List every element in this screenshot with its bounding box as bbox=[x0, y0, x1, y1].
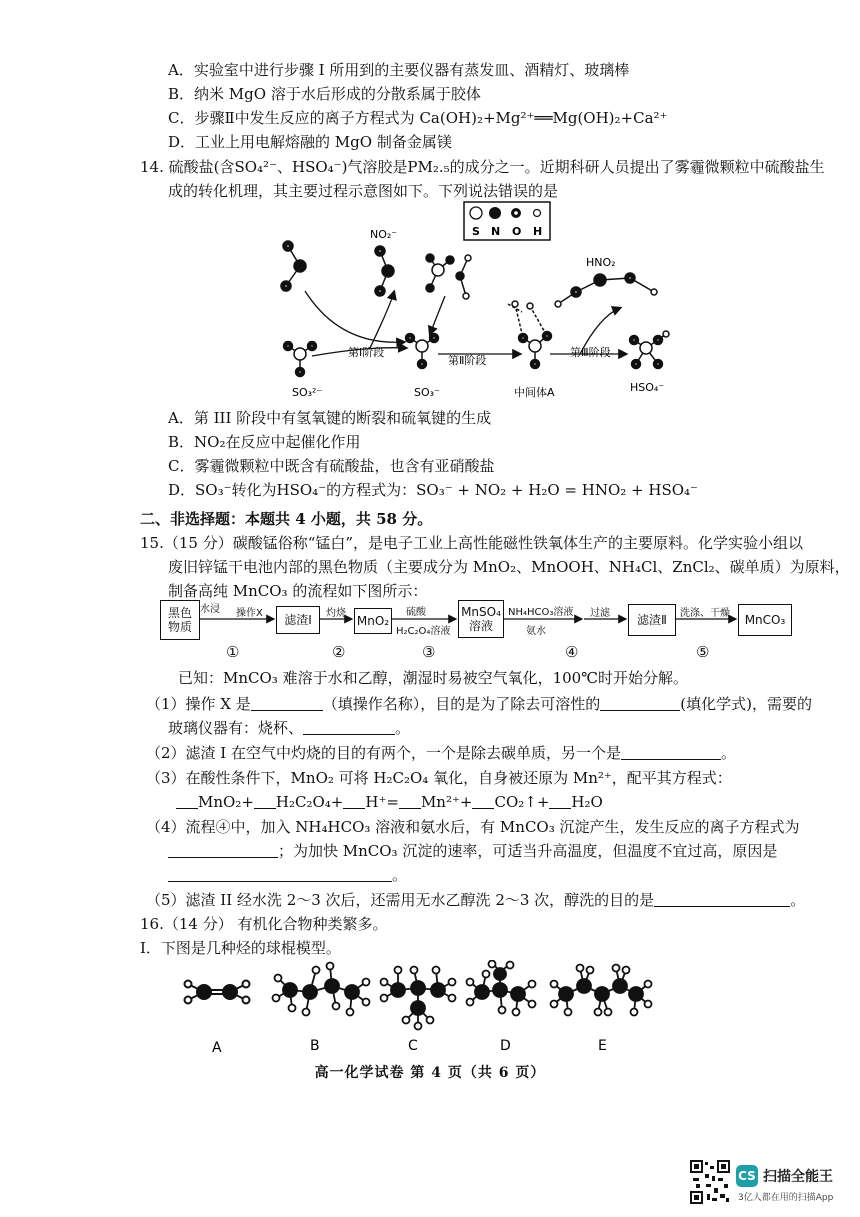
blank-operation-x[interactable] bbox=[251, 694, 323, 711]
flow-box-mnso4-solution: MnSO₄ 溶液 bbox=[458, 600, 504, 638]
model-label-a: A bbox=[212, 1040, 222, 1056]
model-b bbox=[273, 963, 370, 1016]
flow-box-mno2: MnO₂ bbox=[354, 608, 392, 634]
legend-o: O bbox=[512, 225, 522, 238]
q13-option-b: B．纳米 MgO 溶于水后形成的分散系属于胶体 bbox=[168, 85, 481, 103]
label-no2: NO₂⁻ bbox=[370, 228, 398, 241]
cs-logo-icon: CS bbox=[736, 1165, 758, 1187]
label-intermediate-a: 中间体A bbox=[514, 386, 555, 399]
q14-stem-line1: 14. 硫酸盐(含SO₄²⁻、HSO₄⁻)气溶胶是PM₂.₅的成分之一。近期科研人员提出了雾霾微颗粒中硫酸盐生 bbox=[140, 158, 825, 176]
label-hso4: HSO₄⁻ bbox=[630, 381, 665, 394]
q13-option-d: D．工业上用电解熔融的 MgO 制备金属镁 bbox=[168, 133, 452, 151]
q15-stem-line2: 废旧锌锰干电池内部的黑色物质（主要成分为 MnO₂、MnOOH、NH₄Cl、ZnCl₂、碳单质）为原料， bbox=[168, 558, 850, 576]
flow-label-water-soak: 水浸 bbox=[200, 604, 220, 615]
q16-stem: 16.（14 分） 有机化合物种类繁多。 bbox=[140, 915, 388, 933]
legend-s: S bbox=[472, 225, 480, 238]
model-label-d: D bbox=[500, 1038, 511, 1054]
flow-label-operation-x: 操作X bbox=[236, 608, 263, 619]
blank-glassware[interactable] bbox=[303, 718, 395, 735]
flow-box-black-material: 黑色 物质 bbox=[160, 600, 200, 640]
q14-option-c: C．雾霾微颗粒中既含有硫酸盐，也含有亚硝酸盐 bbox=[168, 457, 495, 475]
model-c bbox=[381, 967, 456, 1030]
q15-part1-line1: （1）操作 X 是 （填操作名称），目的是为了除去可溶性的 (填化学式)，需要的 bbox=[146, 695, 812, 713]
flow-label-calcine: 灼烧 bbox=[326, 608, 346, 619]
blank-coef-h2c2o4[interactable] bbox=[254, 792, 276, 809]
model-label-b: B bbox=[310, 1038, 320, 1054]
model-e bbox=[551, 965, 652, 1016]
label-stage1: 第Ⅰ阶段 bbox=[348, 346, 385, 359]
q15-stem-line3: 制备高纯 MnCO₃ 的流程如下图所示： bbox=[168, 582, 428, 600]
flow-step-1: ① bbox=[226, 643, 240, 661]
legend-n: N bbox=[491, 225, 501, 238]
q15-part1-line2: 玻璃仪器有：烧杯、 。 bbox=[168, 719, 411, 737]
q15-part4-line2: ；为加快 MnCO₃ 沉淀的速率，可适当升高温度，但温度不宜过高，原因是 bbox=[168, 841, 777, 861]
q16-part1: I．下图是几种烃的球棍模型。 bbox=[140, 939, 341, 957]
blank-coef-h2o[interactable] bbox=[549, 792, 571, 809]
flow-step-3: ③ bbox=[422, 643, 436, 661]
qr-code-icon bbox=[690, 1160, 730, 1204]
hydrocarbon-ball-stick-models bbox=[170, 960, 660, 1056]
label-so3: SO₃⁻ bbox=[414, 386, 440, 399]
flow-box-residue-2: 滤渣Ⅱ bbox=[628, 604, 676, 636]
flow-step-2: ② bbox=[332, 643, 346, 661]
flow-step-5: ⑤ bbox=[696, 643, 710, 661]
blank-alcohol-wash-purpose[interactable] bbox=[654, 890, 790, 907]
cs-app-name: 扫描全能王 bbox=[763, 1169, 833, 1185]
page-footer: 高一化学试卷 第 4 页（共 6 页） bbox=[314, 1065, 546, 1081]
flow-label-h2c2o4: H₂C₂O₄溶液 bbox=[396, 626, 451, 637]
q14-option-d: D．SO₃⁻转化为HSO₄⁻的方程式为：SO₃⁻ + NO₂ + H₂O = HNO₂ + HSO₄⁻ bbox=[168, 481, 698, 499]
blank-ionic-equation[interactable] bbox=[168, 841, 278, 858]
flow-label-wash-dry: 洗涤、干燥 bbox=[680, 608, 730, 619]
cs-tagline: 3亿人都在用的扫描App bbox=[738, 1193, 834, 1203]
model-label-c: C bbox=[408, 1038, 418, 1054]
q14-option-a: A．第 III 阶段中有氢氧键的断裂和硫氧键的生成 bbox=[168, 409, 492, 427]
blank-coef-h[interactable] bbox=[343, 792, 365, 809]
q15-part2: （2）滤渣 I 在空气中灼烧的目的有两个，一个是除去碳单质，另一个是 。 bbox=[146, 744, 737, 762]
q13-option-c: C．步骤Ⅱ中发生反应的离子方程式为 Ca(OH)₂+Mg²⁺══Mg(OH)₂+Ca²⁺ bbox=[168, 109, 668, 127]
blank-calcine-purpose[interactable] bbox=[621, 743, 721, 760]
model-d bbox=[467, 961, 536, 1016]
label-hno2: HNO₂ bbox=[586, 256, 616, 269]
flow-label-sulfuric-acid: 硫酸 bbox=[406, 607, 426, 618]
blank-coef-mno2[interactable] bbox=[176, 792, 198, 809]
q15-known: 已知：MnCO₃ 难溶于水和乙醇，潮湿时易被空气氧化，100℃时开始分解。 bbox=[178, 669, 688, 687]
model-a bbox=[185, 981, 250, 1004]
flow-box-residue-1: 滤渣Ⅰ bbox=[276, 606, 320, 634]
flow-step-4: ④ bbox=[565, 643, 579, 661]
q15-part3-equation: MnO₂+ H₂C₂O₄+ H⁺= Mn²⁺+ CO₂↑+ H₂O bbox=[176, 792, 603, 812]
blank-soluble-formula[interactable] bbox=[600, 694, 680, 711]
q14-option-b: B．NO₂在反应中起催化作用 bbox=[168, 433, 361, 451]
q15-part4-line3: 。 bbox=[168, 865, 407, 885]
legend-h: H bbox=[533, 225, 543, 238]
q15-stem-line1: 15.（15 分）碳酸锰俗称“锰白”，是电子工业上高性能磁性铁氧体生产的主要原料。化学实验小组以 bbox=[140, 534, 804, 552]
q15-part5: （5）滤渣 II 经水洗 2～3 次后，还需用无水乙醇洗 2～3 次，醇洗的目的是 。 bbox=[146, 891, 806, 909]
q14-stem-line2: 成的转化机理，其主要过程示意图如下。下列说法错误的是 bbox=[168, 182, 559, 200]
label-stage3: 第Ⅲ阶段 bbox=[570, 346, 611, 359]
q15-part4-line1: （4）流程④中，加入 NH₄HCO₃ 溶液和氨水后，有 MnCO₃ 沉淀产生，发生反应的离子方程式为 bbox=[146, 818, 800, 836]
q15-part3: （3）在酸性条件下，MnO₂ 可将 H₂C₂O₄ 氧化，自身被还原为 Mn²⁺，配平其方程式： bbox=[146, 769, 732, 787]
model-label-e: E bbox=[598, 1038, 607, 1054]
flow-box-mnco3: MnCO₃ bbox=[738, 604, 792, 636]
section2-heading: 二、非选择题：本题共 4 小题，共 58 分。 bbox=[140, 510, 433, 528]
blank-coef-co2[interactable] bbox=[472, 792, 494, 809]
label-so3-2: SO₃²⁻ bbox=[292, 386, 323, 399]
label-stage2: 第Ⅱ阶段 bbox=[448, 354, 487, 367]
flow-label-filter: 过滤 bbox=[590, 608, 610, 619]
blank-temperature-reason[interactable] bbox=[168, 865, 392, 882]
blank-coef-mn[interactable] bbox=[399, 792, 421, 809]
scanner-watermark bbox=[736, 1163, 860, 1203]
q13-option-a: A．实验室中进行步骤 I 所用到的主要仪器有蒸发皿、酒精灯、玻璃棒 bbox=[168, 61, 630, 79]
flow-label-ammonia: 氨水 bbox=[526, 626, 546, 637]
flow-label-nh4hco3: NH₄HCO₃溶液 bbox=[508, 607, 574, 618]
